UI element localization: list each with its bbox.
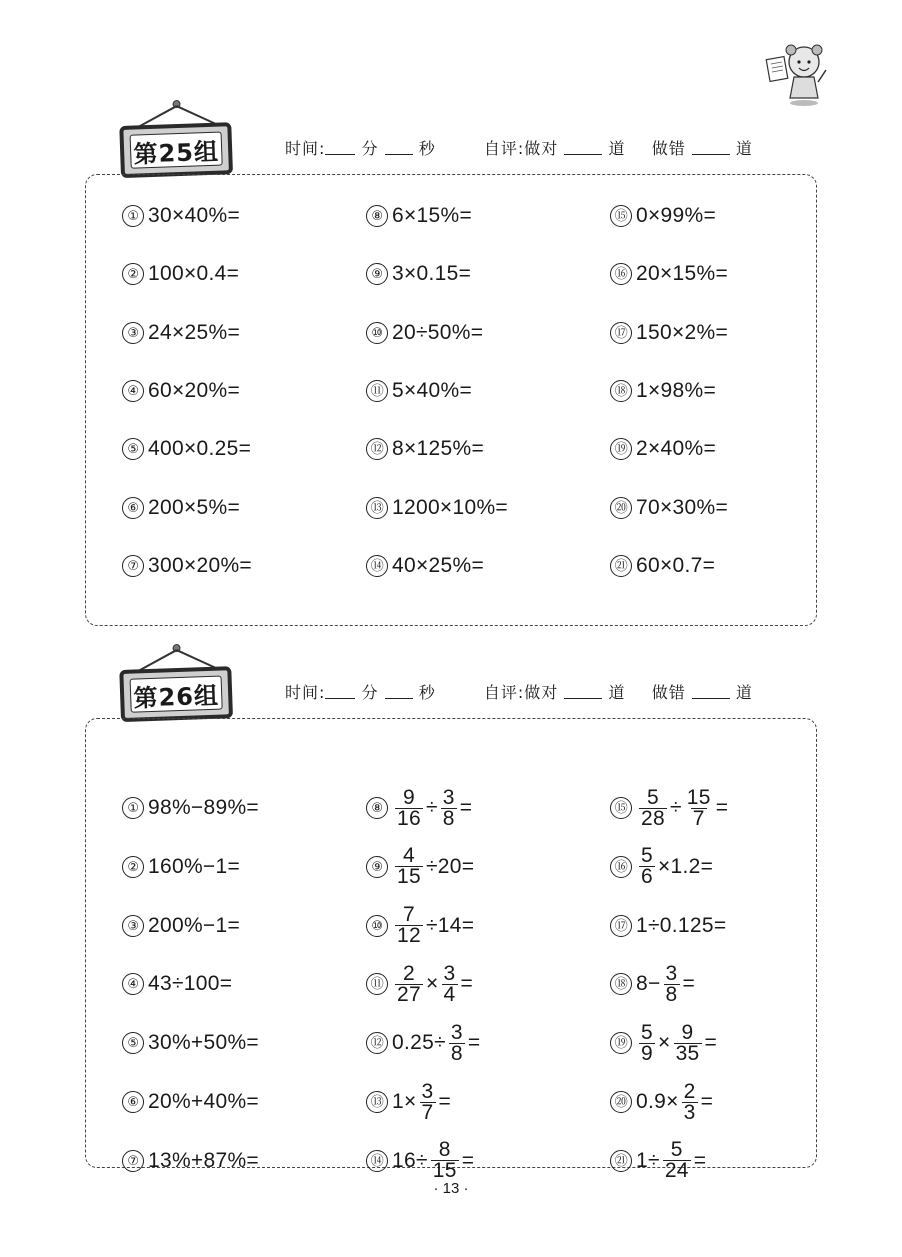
item-number: ⑰ xyxy=(610,915,632,937)
exercise-item xyxy=(366,252,471,296)
expression: 24×25%= xyxy=(148,320,241,344)
unit-label: 道 xyxy=(608,139,626,158)
exercise-item xyxy=(366,1021,480,1065)
operator: = xyxy=(467,1031,481,1055)
item-number: ⑲ xyxy=(610,438,632,460)
item-number: ③ xyxy=(122,322,144,344)
operator: 1÷0.125= xyxy=(636,913,727,937)
exercise-item xyxy=(610,311,728,355)
operator: ÷ xyxy=(425,796,438,819)
operator: = xyxy=(460,972,474,996)
exercise-item xyxy=(122,845,240,889)
self-eval-label: 自评:做对 xyxy=(483,139,559,158)
item-number: ⑦ xyxy=(122,1150,144,1172)
denominator: 7 xyxy=(692,806,705,830)
denominator: 16 xyxy=(397,806,421,830)
item-number: ⑭ xyxy=(366,1150,388,1172)
item-number: ⑬ xyxy=(366,1091,388,1113)
fraction xyxy=(674,1020,702,1065)
exercise-item xyxy=(610,904,726,948)
expression: 43÷100= xyxy=(148,972,233,996)
fraction xyxy=(639,785,667,830)
item-number: ⑮ xyxy=(610,205,632,227)
expression: 70×30%= xyxy=(636,495,729,519)
item-number: ㉑ xyxy=(610,1150,632,1172)
denominator: 4 xyxy=(443,982,456,1006)
expression: 40×25%= xyxy=(392,553,485,577)
operator: = xyxy=(693,1148,707,1172)
numerator: 2 xyxy=(683,1079,696,1103)
exercise-item xyxy=(366,962,473,1006)
item-number: ⑩ xyxy=(366,322,388,344)
item-number: ⑱ xyxy=(610,973,632,995)
denominator: 35 xyxy=(675,1041,700,1065)
exercise-item xyxy=(366,486,508,530)
expression: 5×40%= xyxy=(392,378,473,402)
expression: 150×2%= xyxy=(636,320,729,344)
expression: 200%−1= xyxy=(148,913,241,937)
self-eval-label: 自评:做对 xyxy=(483,683,559,702)
operator: ÷14= xyxy=(425,913,475,937)
exercise-item xyxy=(366,311,483,355)
exercise-item xyxy=(122,962,232,1006)
seconds-blank[interactable] xyxy=(385,684,413,699)
denominator: 28 xyxy=(641,806,665,830)
exercise-item xyxy=(610,1021,717,1065)
expression: 13%+87%= xyxy=(148,1148,259,1172)
operator: × xyxy=(425,972,439,996)
expression: 60×20%= xyxy=(148,378,241,402)
exercise-item xyxy=(122,194,240,238)
exercise-item xyxy=(122,252,239,296)
unit-label: 道 xyxy=(735,139,753,158)
fraction xyxy=(663,1140,691,1181)
denominator: 12 xyxy=(397,924,421,948)
item-number: ㉑ xyxy=(610,555,632,577)
numerator: 3 xyxy=(665,961,678,985)
item-number: ⑭ xyxy=(366,555,388,577)
operator: ÷20= xyxy=(425,854,475,878)
numerator: 5 xyxy=(641,844,653,868)
operator: = xyxy=(682,972,696,996)
exercise-item xyxy=(610,786,728,830)
expression: 60×0.7= xyxy=(636,553,716,577)
item-number: ⑩ xyxy=(366,915,388,937)
fraction xyxy=(395,961,423,1006)
expression: 400×0.25= xyxy=(148,437,252,461)
minutes-blank[interactable] xyxy=(325,684,355,699)
numerator: 4 xyxy=(402,844,415,868)
time-label: 时间: xyxy=(285,139,326,158)
operator: 0.9× xyxy=(636,1090,679,1113)
exercise-item xyxy=(122,427,251,471)
wrong-count-blank[interactable] xyxy=(692,684,730,699)
operator: = xyxy=(459,796,473,819)
exercise-item xyxy=(366,194,472,238)
seconds-label: 秒 xyxy=(418,683,436,702)
fraction xyxy=(395,905,423,946)
operator: = xyxy=(704,1031,718,1055)
denominator: 24 xyxy=(664,1159,689,1183)
expression: 200×5%= xyxy=(148,495,241,519)
exercise-item xyxy=(366,369,472,413)
score-line xyxy=(285,680,753,703)
denominator: 3 xyxy=(683,1100,696,1124)
numerator: 5 xyxy=(670,1138,683,1162)
exercise-item xyxy=(366,904,474,948)
item-number: ⑫ xyxy=(366,438,388,460)
item-number: ⑳ xyxy=(610,497,632,519)
denominator: 7 xyxy=(421,1100,434,1124)
item-number: ⑰ xyxy=(610,322,632,344)
operator: 0.25÷ xyxy=(392,1031,446,1055)
numerator: 3 xyxy=(442,785,455,809)
item-number: ⑪ xyxy=(366,380,388,402)
fraction xyxy=(639,1020,655,1065)
group-title: 第25组 xyxy=(130,132,223,169)
fraction xyxy=(639,846,655,887)
fraction xyxy=(449,1020,465,1065)
denominator: 8 xyxy=(442,806,455,830)
item-number: ⑨ xyxy=(366,263,388,285)
numerator: 3 xyxy=(450,1020,463,1044)
fraction xyxy=(441,785,457,830)
minutes-label: 分 xyxy=(361,683,379,702)
operator: 8− xyxy=(636,972,661,996)
numerator: 3 xyxy=(443,961,456,985)
exercise-item xyxy=(610,962,695,1006)
expression: 100×0.4= xyxy=(148,262,240,286)
numerator: 5 xyxy=(646,785,659,809)
numerator: 2 xyxy=(402,961,415,985)
item-number: ① xyxy=(122,797,144,819)
denominator: 15 xyxy=(397,865,421,889)
item-number: ⑧ xyxy=(366,205,388,227)
expression: 1×98%= xyxy=(636,378,717,402)
fraction xyxy=(442,961,458,1006)
item-number: ⑨ xyxy=(366,856,388,878)
item-number: ⑪ xyxy=(366,973,388,995)
item-number: ② xyxy=(122,856,144,878)
expression: 20÷50%= xyxy=(392,320,484,344)
fraction xyxy=(395,846,423,887)
exercise-item xyxy=(366,427,484,471)
fraction xyxy=(664,961,680,1006)
item-number: ⑯ xyxy=(610,263,632,285)
exercise-item xyxy=(610,1139,706,1183)
exercise-item xyxy=(610,486,728,530)
wrong-label: 做错 xyxy=(651,139,686,158)
exercise-item xyxy=(366,1139,474,1183)
exercise-item xyxy=(366,786,472,830)
expression: 30×40%= xyxy=(148,204,241,227)
denominator: 9 xyxy=(641,1041,653,1065)
expression: 160%−1= xyxy=(148,854,241,878)
expression: 300×20%= xyxy=(148,553,252,577)
numerator: 5 xyxy=(641,1020,653,1044)
item-number: ⑫ xyxy=(366,1032,388,1054)
exercise-item xyxy=(366,1080,451,1124)
fraction xyxy=(395,785,423,830)
expression: 1200×10%= xyxy=(392,495,508,519)
page-number: · 13 · xyxy=(433,1180,469,1197)
item-number: ⑲ xyxy=(610,1032,632,1054)
operator: = xyxy=(438,1090,452,1113)
exercise-item xyxy=(122,786,259,830)
exercise-item xyxy=(122,1021,259,1065)
item-number: ⑤ xyxy=(122,1032,144,1054)
seconds-blank[interactable] xyxy=(385,140,413,155)
group-title-sign xyxy=(119,658,239,722)
minutes-label: 分 xyxy=(361,139,379,158)
item-number: ⑦ xyxy=(122,555,144,577)
numerator: 9 xyxy=(402,785,415,809)
exercise-item xyxy=(610,252,728,296)
item-number: ⑬ xyxy=(366,497,388,519)
operator: = xyxy=(700,1090,714,1113)
exercise-item xyxy=(122,486,240,530)
wrong-count-blank[interactable] xyxy=(692,140,730,155)
item-number: ④ xyxy=(122,973,144,995)
numerator: 9 xyxy=(681,1020,694,1044)
denominator: 8 xyxy=(450,1041,463,1065)
fraction xyxy=(431,1140,459,1181)
item-number: ⑤ xyxy=(122,438,144,460)
exercise-item xyxy=(366,845,474,889)
exercise-item xyxy=(610,369,716,413)
exercise-item xyxy=(122,904,240,948)
time-label: 时间: xyxy=(285,683,326,702)
denominator: 15 xyxy=(432,1159,457,1183)
item-number: ⑮ xyxy=(610,797,632,819)
fraction xyxy=(682,1079,698,1124)
expression: 6×15%= xyxy=(392,204,473,227)
numerator: 3 xyxy=(421,1079,434,1103)
expression: 8×125%= xyxy=(392,437,485,461)
fraction xyxy=(420,1079,436,1124)
unit-label: 道 xyxy=(608,683,626,702)
operator: 1÷ xyxy=(636,1148,660,1172)
operator: 16÷ xyxy=(392,1148,428,1172)
score-line xyxy=(285,136,753,159)
item-number: ③ xyxy=(122,915,144,937)
exercise-item xyxy=(122,369,240,413)
item-number: ⑱ xyxy=(610,380,632,402)
item-number: ⑥ xyxy=(122,1091,144,1113)
expression: 98%−89%= xyxy=(148,796,259,819)
expression: 2×40%= xyxy=(636,437,717,461)
unit-label: 道 xyxy=(735,683,753,702)
operator: = xyxy=(461,1148,475,1172)
item-number: ⑧ xyxy=(366,797,388,819)
denominator: 6 xyxy=(641,865,653,889)
minutes-blank[interactable] xyxy=(325,140,355,155)
item-number: ① xyxy=(122,205,144,227)
expression: 3×0.15= xyxy=(392,262,472,286)
exercise-item xyxy=(122,1139,259,1183)
seconds-label: 秒 xyxy=(418,139,436,158)
item-number: ⑯ xyxy=(610,856,632,878)
denominator: 27 xyxy=(397,982,421,1006)
operator: = xyxy=(715,796,729,819)
exercise-item xyxy=(122,1080,259,1124)
exercise-item xyxy=(122,544,252,588)
group-title: 第26组 xyxy=(130,676,223,713)
correct-count-blank[interactable] xyxy=(564,140,602,155)
wrong-label: 做错 xyxy=(651,683,686,702)
group-title-sign xyxy=(119,114,239,178)
denominator: 8 xyxy=(665,982,678,1006)
exercise-item xyxy=(610,845,713,889)
fraction xyxy=(685,785,713,830)
exercise-item xyxy=(610,427,716,471)
operator: ×1.2= xyxy=(657,854,714,878)
numerator: 8 xyxy=(438,1138,451,1162)
operator: ÷ xyxy=(669,796,682,819)
correct-count-blank[interactable] xyxy=(564,684,602,699)
expression: 20×15%= xyxy=(636,262,729,286)
operator: 1× xyxy=(392,1090,417,1113)
item-number: ② xyxy=(122,263,144,285)
mascot-illustration xyxy=(760,40,840,108)
exercise-item xyxy=(610,1080,713,1124)
expression: 20%+40%= xyxy=(148,1090,259,1113)
item-number: ⑳ xyxy=(610,1091,632,1113)
numerator: 15 xyxy=(686,785,711,809)
expression: 0×99%= xyxy=(636,204,717,227)
numerator: 7 xyxy=(402,903,415,927)
exercise-item xyxy=(366,544,484,588)
exercise-item xyxy=(122,311,240,355)
expression: 30%+50%= xyxy=(148,1031,259,1055)
operator: × xyxy=(657,1031,671,1055)
item-number: ⑥ xyxy=(122,497,144,519)
exercise-item xyxy=(610,544,715,588)
item-number: ④ xyxy=(122,380,144,402)
exercise-item xyxy=(610,194,716,238)
